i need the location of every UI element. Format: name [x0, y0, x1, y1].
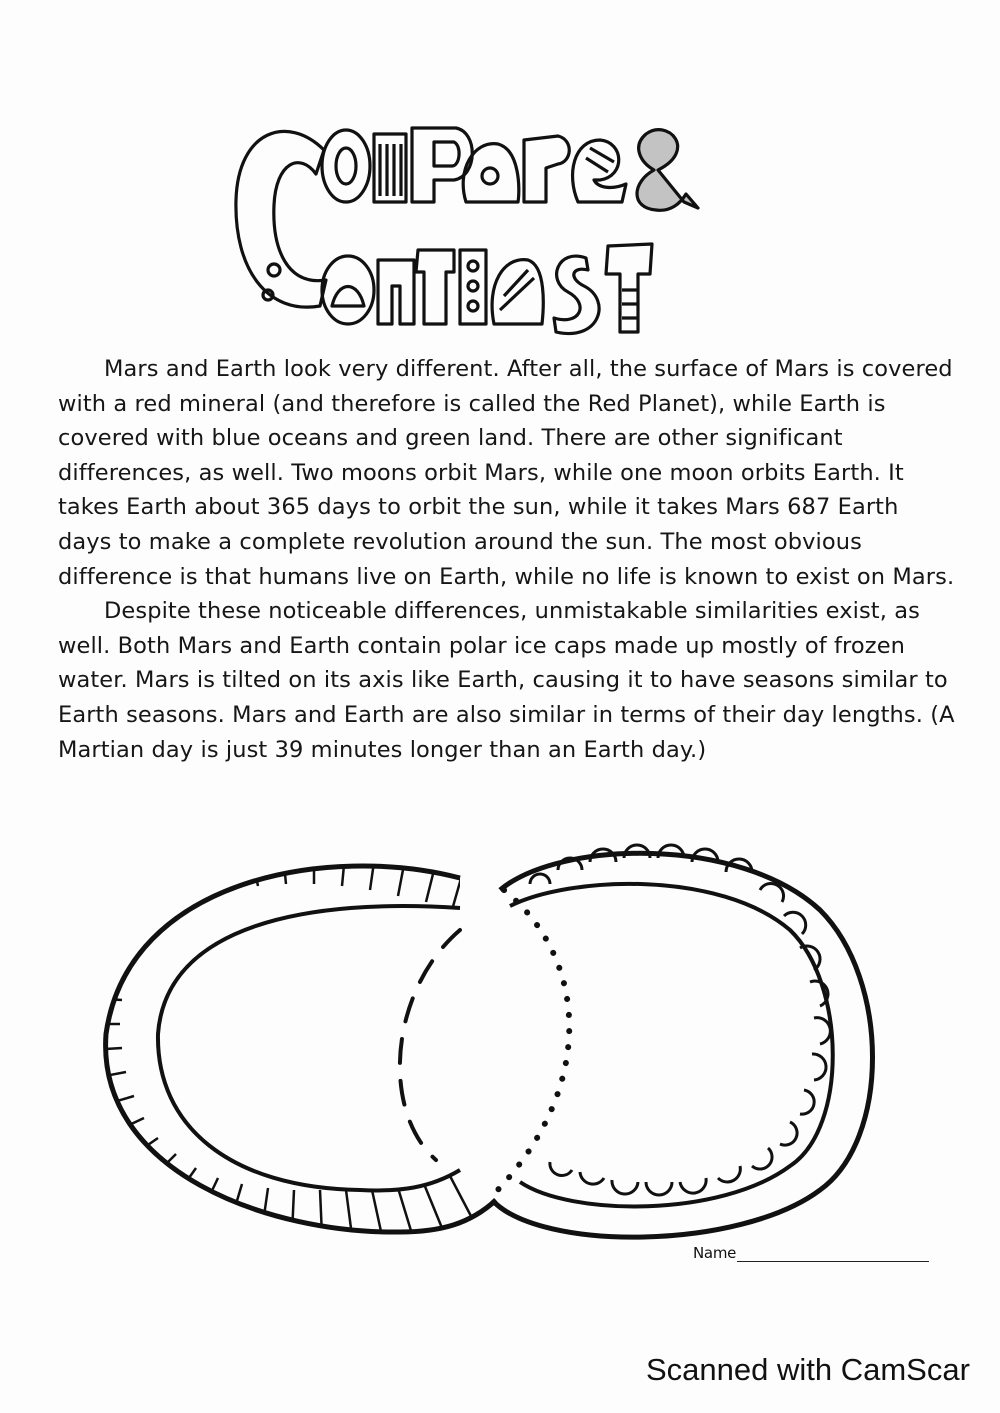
title-letter-c — [236, 131, 326, 307]
title-letter-t1 — [416, 250, 454, 324]
title-letter-m — [374, 134, 406, 202]
compare-contrast-title-art — [228, 110, 758, 342]
title-letter-o1 — [322, 130, 370, 202]
title-letter-o2 — [322, 256, 374, 324]
name-label: Name — [693, 1244, 737, 1262]
scanner-watermark: Scanned with CamScar — [646, 1352, 970, 1387]
venn-diagram — [100, 840, 900, 1250]
title-letter-r — [524, 136, 569, 202]
title-letter-t2 — [606, 244, 652, 332]
venn-overlap-dashed-arc — [400, 930, 460, 1160]
title-letter-e — [573, 140, 626, 202]
title-ampersand — [637, 130, 698, 211]
venn-left-circle — [100, 842, 496, 1236]
title-letter-a2 — [492, 260, 543, 324]
title-letter-s — [554, 256, 599, 333]
paragraph-differences: Mars and Earth look very different. After all, the surface of Mars is covered with a red mineral (and therefore is called the Red Planet), while Earth is covered with blue oceans and green land. There are other significant differences, as well. Two moons orbit Mars, while one moon orbits Earth. It takes Earth about 365 days to orbit the sun, while it takes Mars 687 Earth days to make a complete revolution around the sun. The most obvious difference is that humans live on Earth, while no life is known to exist on Mars. — [58, 356, 955, 590]
venn-right-circle — [492, 845, 873, 1237]
venn-overlap-dotted-arc — [492, 890, 569, 1196]
reading-passage — [58, 352, 958, 767]
name-field[interactable] — [693, 1238, 943, 1268]
name-blank-line[interactable] — [737, 1261, 929, 1262]
paragraph-similarities: Despite these noticeable differences, unmistakable similarities exist, as well. Both Mars and Earth contain polar ice caps made up mostly of frozen water. Mars is tilted on its axis like Earth, causing it to have seasons similar to Earth seasons. Mars and Earth are also similar in terms of their day lengths. (A Martian day is just 39 minutes longer than an Earth day.) — [58, 598, 955, 763]
title-letter-n — [378, 260, 414, 324]
